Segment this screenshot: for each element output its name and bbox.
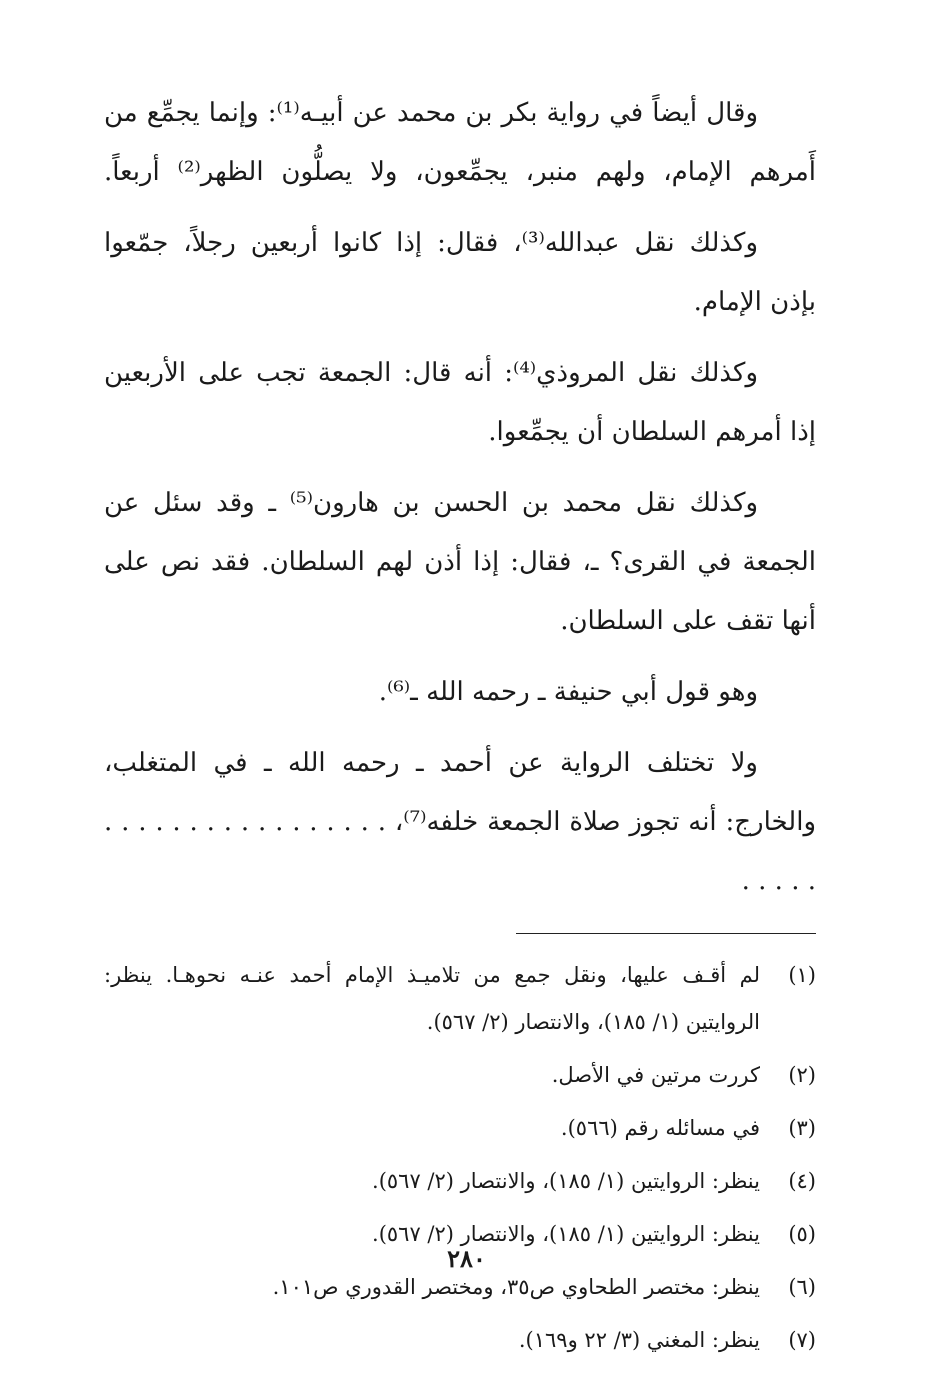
footnote-item — [104, 1317, 816, 1364]
paragraph-6: ولا تختلف الرواية عن أحمد ـ رحمه الله ـ في المتغلب، والخارج: أنه تجوز صلاة الجمعة خلفه⁽⁷⁾، . . . . . . . . . . . . . . . . . . . . . . — [104, 748, 817, 896]
footnote-text: لم أقـف عليها، ونقل جمع من تلاميـذ الإمام أحمد عنـه نحوهـا. ينظر: الروايتين (١/ ١٨٥)، والانتصار (٢/ ٥٦٧). — [104, 963, 760, 1034]
paragraph-5: وهو قول أبي حنيفة ـ رحمه الله ـ⁽⁶⁾. — [378, 677, 758, 707]
page-body — [104, 84, 816, 1370]
paragraph-3: وكذلك نقل المروذي⁽⁴⁾: أنه قال: الجمعة تجب على الأربعين إذا أمرهم السلطان أن يجمِّعوا. — [104, 358, 816, 447]
footnote-item — [104, 1158, 816, 1205]
paragraph-2: وكذلك نقل عبدالله⁽³⁾، فقال: إذا كانوا أربعين رجلاً، جمّعوا بإذن الإمام. — [104, 228, 816, 317]
footnote-number: (٧) — [788, 1328, 816, 1352]
footnote-number: (٥) — [788, 1222, 816, 1246]
footnote-number: (٤) — [788, 1169, 816, 1193]
footnote-item — [104, 952, 816, 1046]
footnote-text: في مسائله رقم (٥٦٦). — [560, 1116, 760, 1140]
footnote-number: (٦) — [788, 1275, 816, 1299]
footnotes — [104, 952, 816, 1364]
footnote-number: (١) — [788, 963, 816, 987]
paragraph-1: وقال أيضاً في رواية بكر بن محمد عن أبيـه⁽¹⁾: وإنما يجمِّع من أَمرهم الإمام، ولهم منبر، يجمِّعون، ولا يصلُّون الظهر⁽²⁾ أربعاً. — [104, 98, 816, 187]
footnote-text: ينظر: الروايتين (١/ ١٨٥)، والانتصار (٢/ ٥٦٧). — [372, 1169, 760, 1193]
footnote-text: كررت مرتين في الأصل. — [551, 1063, 760, 1087]
paragraph-4: وكذلك نقل محمد بن الحسن بن هارون⁽⁵⁾ ـ وقد سئل عن الجمعة في القرى؟ ـ، فقال: إذا أذن لهم السلطان. فقد نص على أنها تقف على السلطان. — [104, 488, 816, 636]
footnote-item — [104, 1052, 816, 1099]
footnote-separator — [516, 933, 816, 934]
footnote-text: ينظر: مختصر الطحاوي ص٣٥، ومختصر القدوري ص١٠١. — [272, 1275, 760, 1299]
footnote-text: ينظر: المغني (٣/ ٢٢ و١٦٩). — [518, 1328, 760, 1352]
footnote-number: (٢) — [788, 1063, 816, 1087]
footnote-number: (٣) — [788, 1116, 816, 1140]
footnote-text: ينظر: الروايتين (١/ ١٨٥)، والانتصار (٢/ ٥٦٧). — [372, 1222, 760, 1246]
footnote-item — [104, 1105, 816, 1152]
page-number: ٢٨٠ — [447, 1244, 486, 1273]
